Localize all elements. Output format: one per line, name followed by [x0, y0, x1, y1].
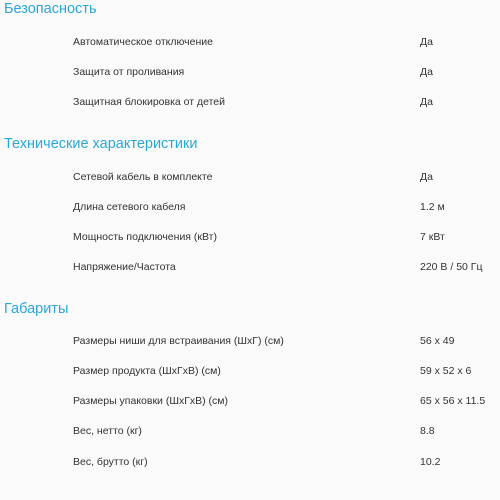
spec-value: Да [420, 171, 433, 183]
spec-row-voltage-frequency [0, 259, 500, 275]
spec-label: Мощность подключения (кВт) [73, 231, 217, 243]
spec-value: 1.2 м [420, 201, 445, 213]
spec-row-niche-size [0, 333, 500, 349]
section-title-dimensions: Габариты [4, 301, 69, 317]
spec-value: 10.2 [420, 456, 441, 468]
spec-label: Сетевой кабель в комплекте [73, 171, 213, 183]
spec-value: 8.8 [420, 425, 435, 437]
spec-label: Размеры упаковки (ШхГхВ) (см) [73, 395, 229, 407]
spec-label: Напряжение/Частота [73, 261, 176, 273]
spec-label: Вес, нетто (кг) [73, 425, 142, 437]
spec-label: Защитная блокировка от детей [73, 96, 226, 108]
spec-value: Да [420, 66, 433, 78]
spec-row-cable-length [0, 199, 500, 215]
spec-row-package-size [0, 393, 500, 409]
spec-row-child-lock [0, 94, 500, 110]
spec-label: Вес, брутто (кг) [73, 456, 148, 468]
spec-label: Защита от проливания [73, 66, 185, 78]
spec-row-gross-weight [0, 454, 500, 470]
spec-row-spill-protection [0, 64, 500, 80]
spec-value: Да [420, 36, 433, 48]
spec-row-net-weight [0, 423, 500, 439]
spec-row-connection-power [0, 229, 500, 245]
spec-value: Да [420, 96, 433, 108]
spec-value: 59 x 52 x 6 [420, 365, 472, 377]
spec-label: Длина сетевого кабеля [73, 201, 186, 213]
spec-row-auto-shutoff [0, 34, 500, 50]
spec-row-product-size [0, 363, 500, 379]
spec-label: Автоматическое отключение [73, 36, 213, 48]
spec-row-power-cable [0, 169, 500, 185]
spec-label: Размер продукта (ШхГхВ) (см) [73, 365, 221, 377]
spec-label: Размеры ниши для встраивания (ШхГ) (см) [73, 335, 284, 347]
spec-value: 220 В / 50 Гц [420, 261, 483, 273]
spec-value: 56 x 49 [420, 335, 455, 347]
spec-value: 65 x 56 x 11.5 [420, 395, 486, 407]
section-title-safety: Безопасность [4, 1, 97, 17]
spec-value: 7 кВт [420, 231, 445, 243]
section-title-technical: Технические характеристики [4, 136, 198, 152]
